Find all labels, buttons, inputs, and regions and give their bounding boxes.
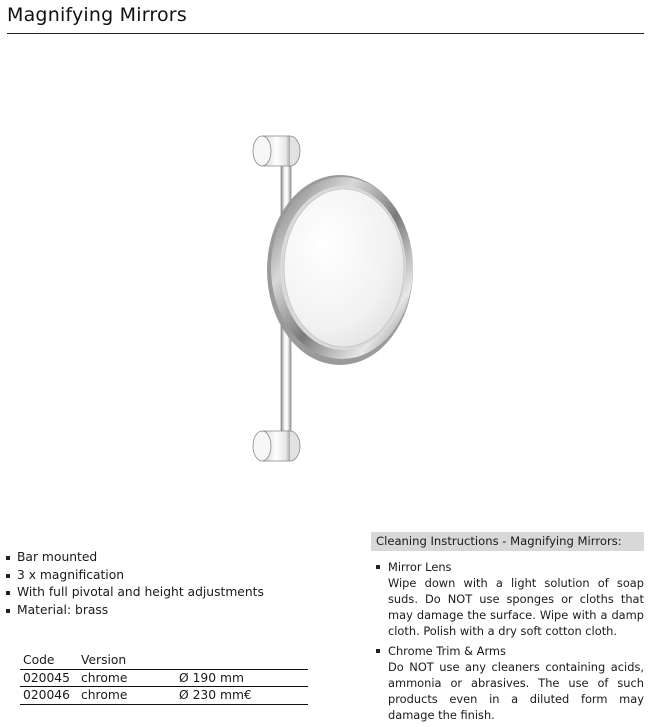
- cell-size: Ø 190 mm: [179, 670, 244, 685]
- feature-item: Material: brass: [5, 602, 264, 620]
- code-table: [20, 652, 308, 705]
- top-mount: [253, 136, 300, 166]
- bullet-icon: [376, 649, 380, 653]
- table-row: [20, 669, 308, 687]
- feature-item: With full pivotal and height adjustments: [5, 584, 264, 602]
- bullet-icon: [376, 565, 380, 569]
- product-image: [200, 110, 460, 500]
- bottom-mount: [253, 431, 300, 461]
- cleaning-item: [371, 559, 644, 639]
- column-header-version: Version: [81, 653, 127, 667]
- cell-size: Ø 230 mm€: [179, 688, 252, 702]
- cleaning-header: Cleaning Instructions - Magnifying Mirrors:: [371, 532, 644, 551]
- column-header-code: Code: [23, 653, 55, 667]
- cleaning-item-text: Do NOT use any cleaners containing acids, ammonia or abrasives. The use of such products even in a diluted form may damage the finish.: [388, 660, 644, 722]
- cleaning-instructions: [371, 532, 644, 727]
- title-divider: [7, 33, 644, 34]
- feature-item: 3 x magnification: [5, 567, 264, 585]
- bullet-icon: [6, 591, 10, 595]
- table-header-row: [20, 652, 308, 669]
- cleaning-item-text: Wipe down with a light solution of soap suds. Do NOT use sponges or cloths that may damage the surface. Wipe with a damp cloth. Polish with a dry soft cotton cloth.: [388, 576, 644, 638]
- column-header-size: [176, 652, 308, 669]
- feature-list: [5, 549, 264, 619]
- cleaning-item: [371, 643, 644, 723]
- mirror: [267, 175, 413, 365]
- cell-version: chrome: [81, 688, 128, 702]
- bullet-icon: [6, 574, 10, 578]
- cleaning-item-title: Chrome Trim & Arms: [388, 644, 506, 658]
- cleaning-item-title: Mirror Lens: [388, 560, 452, 574]
- page-title: Magnifying Mirrors: [7, 4, 187, 26]
- feature-item: Bar mounted: [5, 549, 264, 567]
- table-row: [20, 687, 308, 705]
- cell-version: chrome: [81, 670, 128, 685]
- bullet-icon: [6, 609, 10, 613]
- cell-code: 020046: [23, 688, 70, 702]
- cell-code: 020045: [23, 670, 70, 685]
- cleaning-list: [371, 559, 644, 723]
- bullet-icon: [6, 556, 10, 560]
